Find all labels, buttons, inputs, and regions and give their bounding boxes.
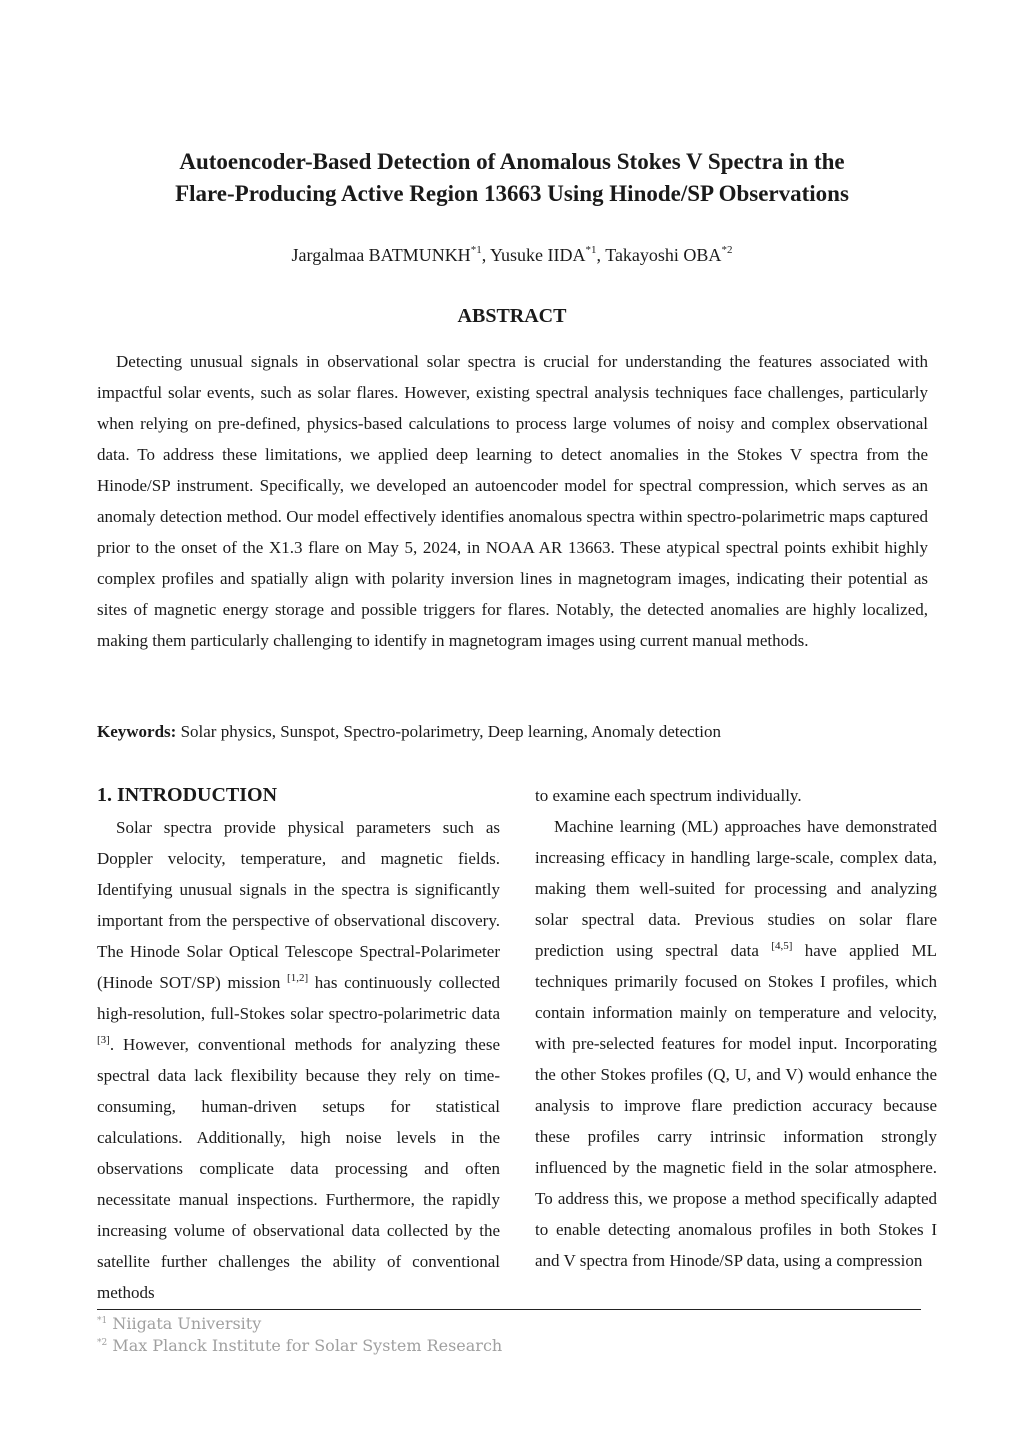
footnote-mark: *1 — [97, 1316, 108, 1326]
footnote-text: Max Planck Institute for Solar System Research — [112, 1336, 503, 1355]
affiliation-mark: *1 — [585, 244, 597, 256]
affiliation-mark: *1 — [470, 244, 482, 256]
keywords-line — [97, 719, 928, 745]
author-name: Takayoshi OBA — [605, 245, 722, 265]
footnote — [97, 1313, 502, 1335]
footnote-divider — [97, 1309, 921, 1310]
intro-text: have applied ML techniques primarily focused on Stokes I profiles, which contain information mainly on temperature and velocity, with pre-selected features for model input. Incorporating the other Stokes profiles (Q, U, and V) would enhance the analysis to improve flare prediction accuracy because these profiles carry intrinsic information strongly influenced by the magnetic field in the solar atmosphere. To address this, we propose a method specifically adapted to enable detecting anomalous profiles in both Stokes I and V spectra from Hinode/SP data, using a compression — [535, 941, 937, 1270]
title-line-1: Autoencoder-Based Detection of Anomalous Stokes V Spectra in the — [179, 149, 845, 174]
citation: [1,2] — [287, 972, 309, 984]
keywords-label: Keywords: — [97, 722, 177, 741]
affiliation-mark: *2 — [721, 244, 733, 256]
title-line-2: Flare-Producing Active Region 13663 Using Hinode/SP Observations — [175, 181, 849, 206]
author-list: Jargalmaa BATMUNKH$^{*1}$, Yusuke IIDA$^{*1}$, Takayoshi OBA$^{*2}$ — [291, 244, 733, 265]
left-column — [97, 780, 500, 1308]
footnote — [97, 1335, 502, 1357]
section-heading-introduction: 1. INTRODUCTION — [97, 784, 278, 806]
intro-text: Solar spectra provide physical parameters such as Doppler velocity, temperature, and magnetic fields. Identifying unusual signals in the spectra is significantly important from the perspective of observational discovery. The Hinode Solar Optical Telescope Spectral-Polarimeter (Hinode SOT/SP) mission — [97, 818, 500, 992]
abstract-body: Detecting unusual signals in observational solar spectra is crucial for understanding the features associated with impactful solar events, such as solar flares. However, existing spectral analysis techniques face challenges, particularly when relying on pre-defined, physics-based calculations to process large volumes of noisy and complex observational data. To address these limitations, we applied deep learning to detect anomalies in the Stokes V spectra from the Hinode/SP instrument. Specifically, we developed an autoencoder model for spectral compression, which serves as an anomaly detection method. Our model effectively identifies anomalous spectra within spectro-polarimetric maps captured prior to the onset of the X1.3 flare on May 5, 2024, in NOAA AR 13663. These atypical spectral points exhibit highly complex profiles and spatially align with polarity inversion lines in magnetogram images, indicating their potential as sites of magnetic energy storage and possible triggers for flares. Notably, the detected anomalies are highly localized, making them particularly challenging to identify in magnetogram images using current manual methods. — [97, 352, 928, 650]
intro-paragraph-1-continued: to examine each spectrum individually. — [535, 786, 802, 805]
citation: [4,5] — [771, 940, 793, 952]
footnote-text: Niigata University — [112, 1314, 262, 1333]
intro-text: Machine learning (ML) approaches have demonstrated increasing efficacy in handling large-scale, complex data, making them well-suited for processing and analyzing solar spectral data. Previous studies on solar flare prediction using spectral data — [535, 817, 937, 960]
citation: [3] — [97, 1034, 110, 1046]
footnote-mark: *2 — [97, 1338, 108, 1348]
intro-text: has continuously collected high-resolution, full-Stokes solar spectro-polarimetric data — [97, 973, 500, 1023]
author-name: Jargalmaa BATMUNKH — [291, 245, 471, 265]
intro-text: . However, conventional methods for analyzing these spectral data lack flexibility because they rely on time-consuming, human-driven setups for statistical calculations. Additionally, high noise levels in the observations complicate data processing and often necessitate manual inspections. Furthermore, the rapidly increasing volume of observational data collected by the satellite further challenges the ability of conventional methods — [97, 1035, 500, 1302]
intro-paragraph-2 — [535, 811, 937, 1276]
right-column — [535, 780, 937, 1276]
abstract-heading: ABSTRACT — [457, 305, 567, 327]
author-name: Yusuke IIDA — [490, 245, 586, 265]
intro-paragraph-1 — [97, 812, 500, 1308]
keywords-text: Solar physics, Sunspot, Spectro-polarimetry, Deep learning, Anomaly detection — [180, 722, 722, 741]
paper-title — [90, 146, 934, 210]
footnotes — [97, 1313, 502, 1357]
